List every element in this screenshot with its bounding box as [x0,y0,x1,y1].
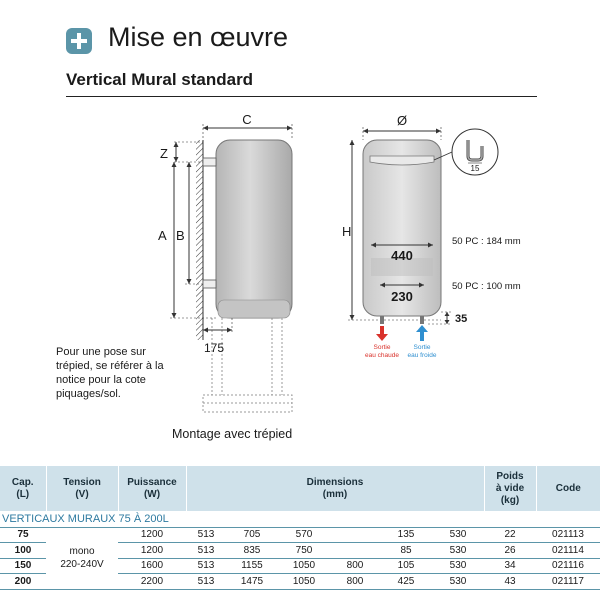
header-cap: Cap. (L) [0,466,46,511]
dim-label-230: 230 [391,289,413,304]
pipe-detail-zoom [434,129,498,175]
tank-side [216,140,292,318]
hot-outlet-label-1: Sortie [373,344,391,351]
title-divider [66,96,537,97]
wall-bracket-bottom [203,280,216,288]
plus-icon [66,28,92,54]
dim-label-b: B [176,228,185,243]
table-row: 100 1200 513 835 750 85 530 26 021114 [0,543,600,559]
table-row: 200 2200 513 1475 1050 800 425 530 43 021117 [0,574,600,590]
group-label: VERTICAUX MURAUX 75 À 200L [0,511,600,527]
hot-outlet-label-2: eau chaude [365,352,399,359]
header-dimensions: Dimensions (mm) [186,466,484,511]
dim-label-z: Z [160,146,168,161]
tripod-outline [203,318,292,412]
header-code: Code [536,466,600,511]
dim-label-a: A [158,228,167,243]
table-group-row [0,511,600,527]
tension-cell: mono 220-240V [46,527,118,589]
pc-184-label: 50 PC : 184 mm [452,236,521,247]
table-header-row [0,466,600,511]
dim-label-35: 35 [455,313,468,325]
cold-outlet-label-2: eau froide [407,352,437,359]
header-tension: Tension (V) [46,466,118,511]
tripod-note: Pour une pose sur trépied, se référer à la notice pour la cote piquages/sol. [56,346,164,400]
wall-bracket-top [203,158,216,166]
side-view [158,112,292,412]
tripod-caption: Montage avec trépied [172,427,293,441]
spec-table [0,466,600,590]
front-view [342,113,521,359]
table-row: 150 1600 513 1155 1050 800 105 530 34 021116 [0,558,600,574]
page-title: Mise en œuvre [108,22,289,52]
pc-100-label: 50 PC : 100 mm [452,281,521,292]
header-puissance: Puissance (W) [118,466,186,511]
cold-water-arrow-icon [416,325,428,341]
dim-label-diameter: Ø [396,113,408,128]
hot-water-arrow-icon [376,326,388,341]
dim-label-175: 175 [204,341,225,355]
wall-hatch [196,140,203,340]
dim-label-c: C [242,112,252,127]
dim-label-15: 15 [470,164,480,173]
cold-outlet-label-1: Sortie [413,344,431,351]
header-poids: Poids à vide (kg) [484,466,536,511]
table-row: 75 mono 220-240V 1200 513 705 570 135 530 22 021113 [0,527,600,543]
section-subtitle: Vertical Mural standard [66,70,254,89]
dim-label-440: 440 [391,248,413,263]
dim-label-h: H [342,224,352,239]
